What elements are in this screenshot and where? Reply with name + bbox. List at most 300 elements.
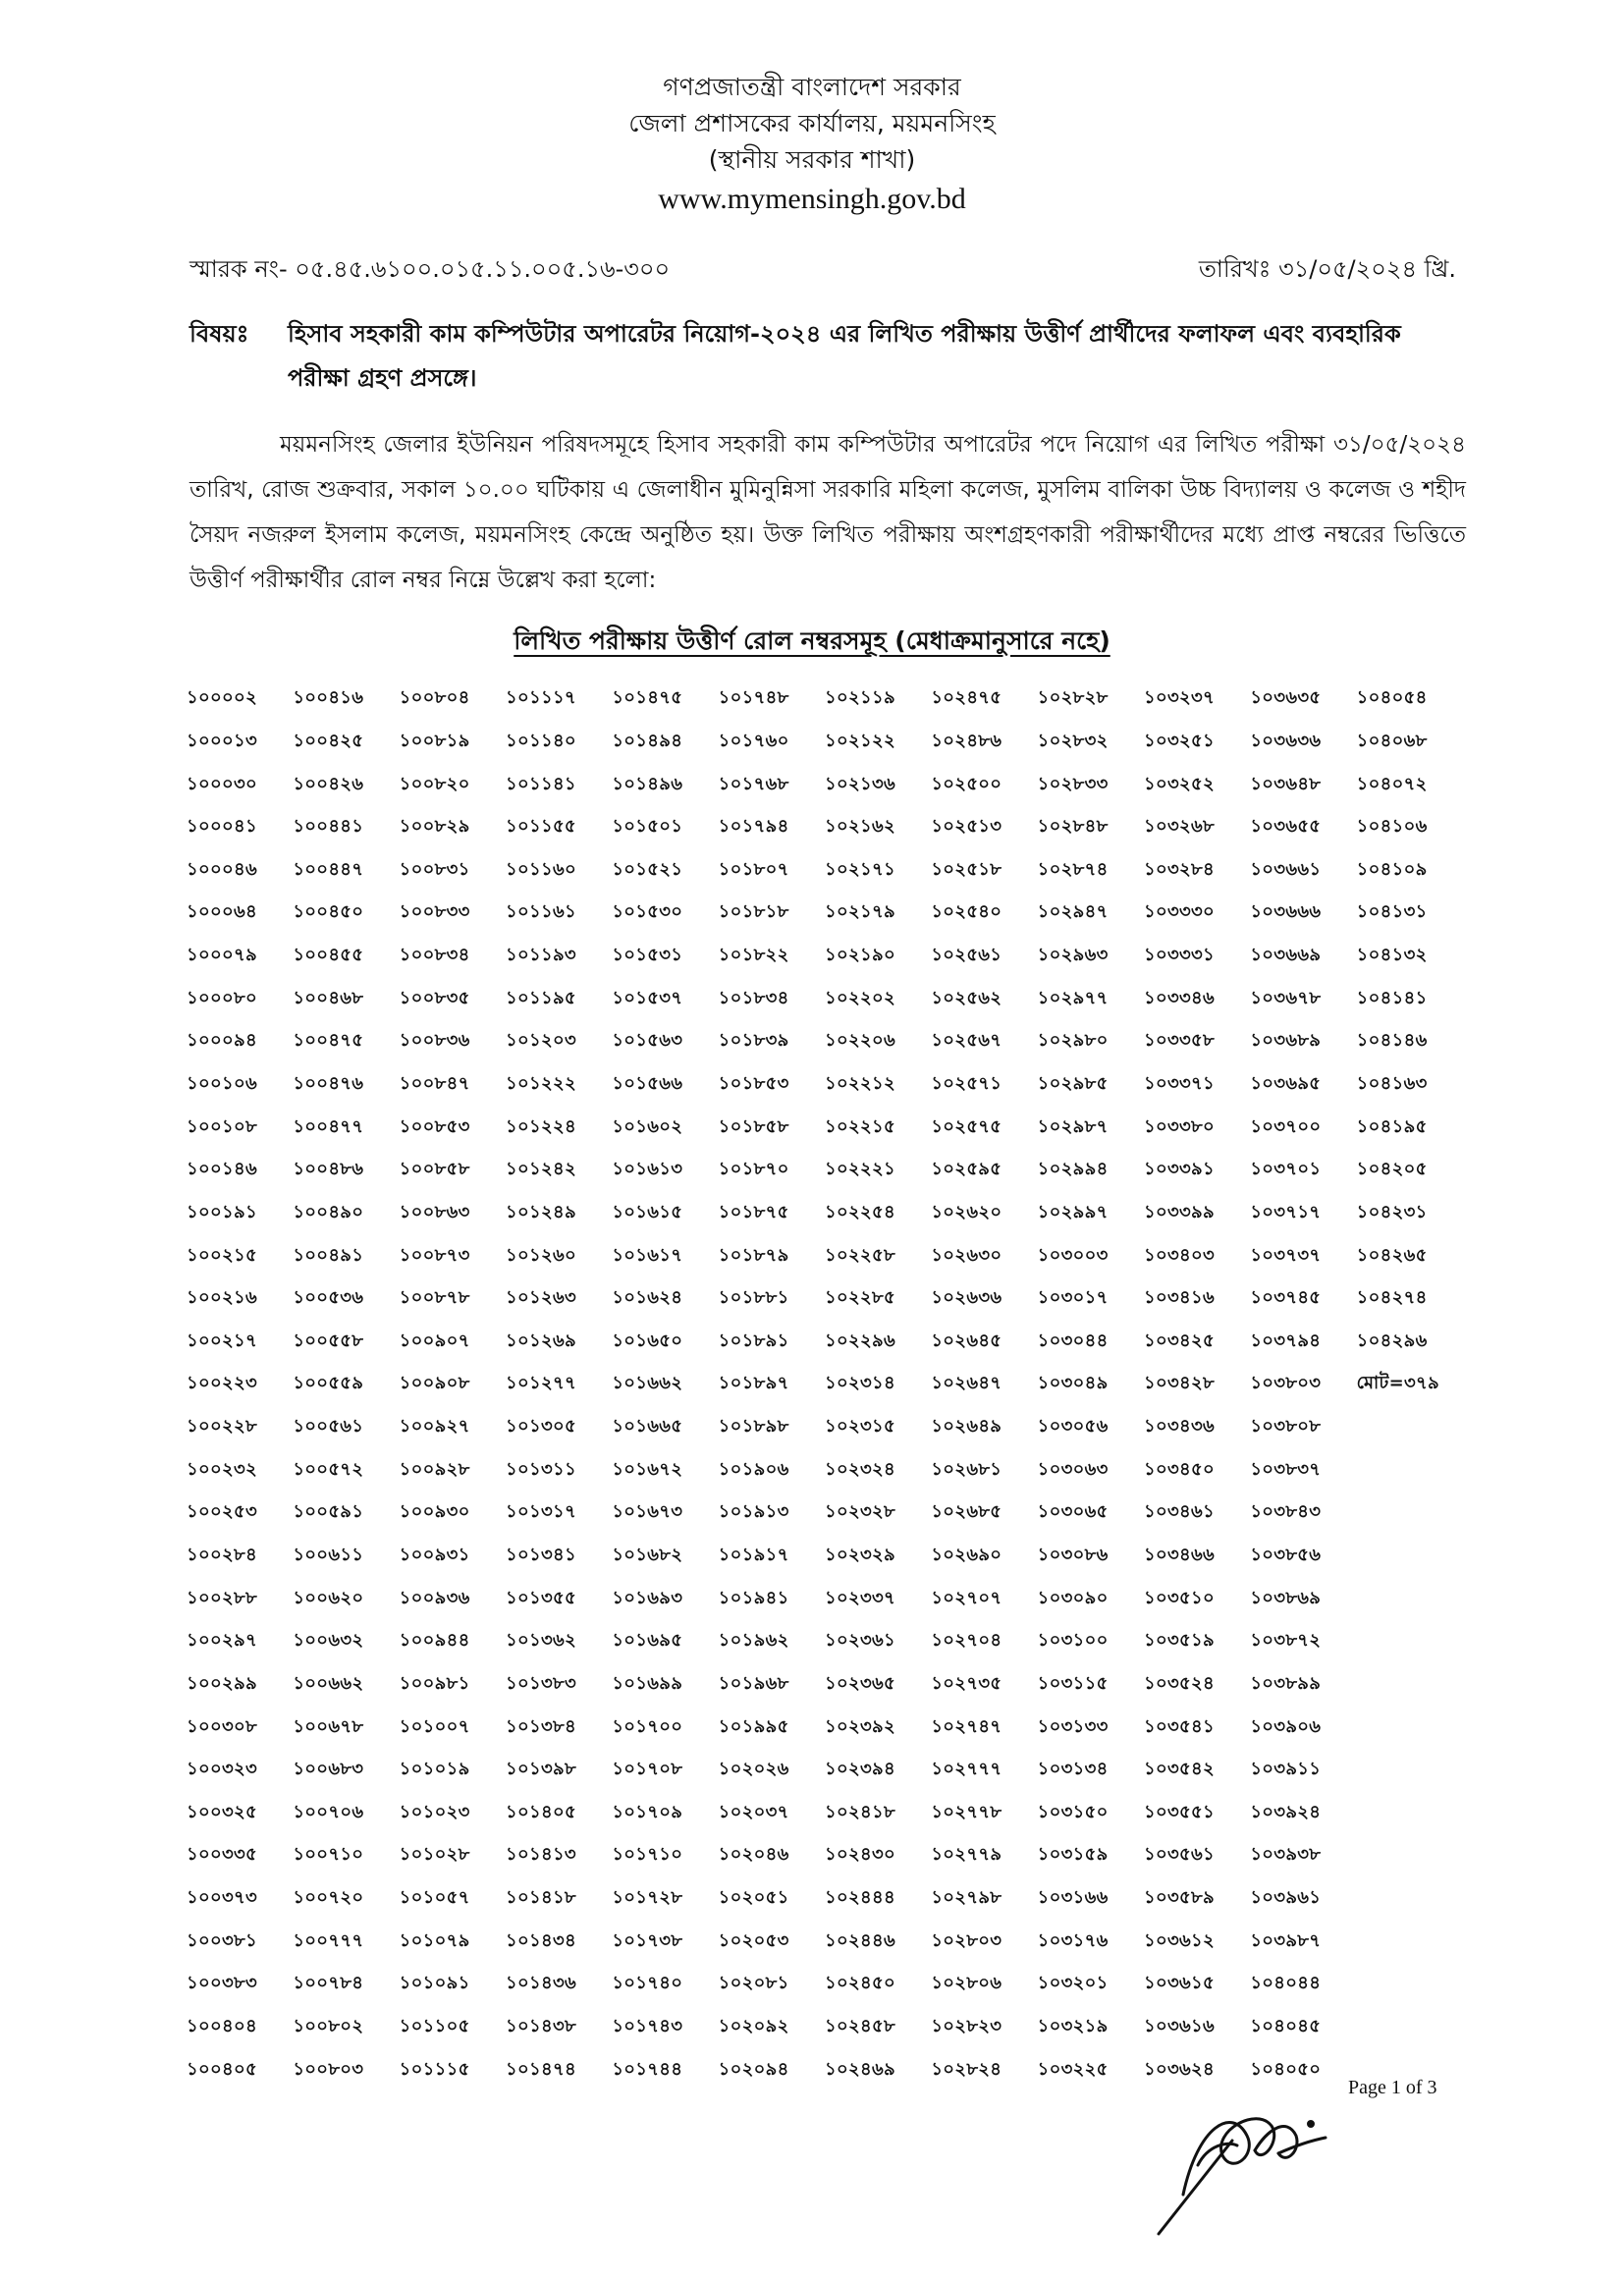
roll-number: ১০৩৮৯৯ bbox=[1250, 1672, 1322, 1694]
roll-number: ১০৩৩৫৮ bbox=[1144, 1030, 1215, 1052]
roll-number: ১০১৩৯৮ bbox=[506, 1759, 576, 1780]
roll-number: ১০২৯৮০ bbox=[1037, 1030, 1109, 1052]
roll-number: ১০২৪৩০ bbox=[825, 1844, 895, 1866]
roll-number: ১০২১৭৯ bbox=[825, 901, 895, 923]
roll-number: ১০৩৬৩৬ bbox=[1250, 730, 1322, 751]
roll-number: ১০৪১৪৬ bbox=[1356, 1030, 1428, 1052]
roll-number: ১০৩৬৮৯ bbox=[1250, 1030, 1322, 1052]
roll-number: ১০২০৫১ bbox=[718, 1887, 789, 1909]
roll-number: ১০২০২৬ bbox=[718, 1759, 789, 1780]
roll-number: ১০৩২৫২ bbox=[1144, 773, 1215, 794]
roll-number: ১০১৬৯৩ bbox=[612, 1587, 683, 1608]
roll-number: ১০১২৬০ bbox=[506, 1244, 576, 1266]
roll-number: ১০৪১৬৩ bbox=[1356, 1073, 1428, 1095]
roll-number: ১০০০৩০ bbox=[187, 773, 257, 794]
roll-number: ১০৩২৩৭ bbox=[1144, 687, 1215, 709]
roll-number: ১০১৪১৮ bbox=[506, 1887, 576, 1909]
roll-number: ১০১৩১১ bbox=[506, 1458, 576, 1480]
roll-number: ১০৪২৬৫ bbox=[1356, 1244, 1428, 1266]
roll-number: ১০০৮২৯ bbox=[399, 816, 470, 838]
roll-number: ১০০৫৭২ bbox=[293, 1458, 364, 1480]
subject-text: হিসাব সহকারী কাম কম্পিউটার অপারেটর নিয়োগ-২০২৪ এর লিখিত পরীক্ষায় উত্তীর্ণ প্রার্থীদের ফলাফল এবং ব্যবহারিক পরীক্ষা গ্রহণ প্রসঙ্গে। bbox=[288, 320, 1401, 392]
roll-number: ১০০৮৬৩ bbox=[399, 1201, 470, 1222]
roll-number: ১০০২৯৭ bbox=[187, 1630, 257, 1652]
roll-number: ১০০৩৮১ bbox=[187, 1929, 257, 1951]
government-name: গণপ্রজাতন্ত্রী বাংলাদেশ সরকার bbox=[663, 73, 961, 101]
roll-number: ১০২৭৪৭ bbox=[931, 1715, 1002, 1737]
roll-number: ১০১৫৩৭ bbox=[612, 987, 683, 1008]
roll-number: ১০২১২২ bbox=[825, 730, 895, 751]
roll-number: ১০২৮২৮ bbox=[1037, 687, 1109, 709]
roll-number: ১০০৪২৫ bbox=[293, 730, 364, 751]
roll-number: ১০১৬৭২ bbox=[612, 1458, 683, 1480]
roll-number: ১০১৮৩৪ bbox=[718, 987, 789, 1008]
roll-number: ১০৪২৯৬ bbox=[1356, 1330, 1428, 1351]
roll-number: ১০২৯৬৩ bbox=[1037, 945, 1109, 966]
roll-number: ১০১৫২১ bbox=[612, 858, 683, 880]
roll-number: ১০২৬৩০ bbox=[931, 1244, 1002, 1266]
roll-number: ১০২৫৭৫ bbox=[931, 1115, 1002, 1137]
roll-number: ১০০৯৩০ bbox=[399, 1501, 470, 1523]
roll-number: ১০০৯৮১ bbox=[399, 1672, 470, 1694]
roll-number: ১০৩৭১৭ bbox=[1250, 1201, 1322, 1222]
roll-number: ১০১৭৪৪ bbox=[612, 2058, 683, 2080]
roll-number: ১০২৫১৮ bbox=[931, 858, 1002, 880]
roll-number: ১০১১০৫ bbox=[399, 2016, 470, 2037]
roll-number: ১০২৭৭৭ bbox=[931, 1759, 1002, 1780]
roll-number: ১০২৭০৭ bbox=[931, 1587, 1002, 1608]
roll-number: ১০৩৯২৪ bbox=[1250, 1801, 1322, 1822]
roll-number: ১০৩৪২৮ bbox=[1144, 1373, 1215, 1394]
roll-number: ১০৩৫৮৯ bbox=[1144, 1887, 1215, 1909]
roll-number: ১০২২০৬ bbox=[825, 1030, 895, 1052]
roll-number: ১০৩৬৬১ bbox=[1250, 858, 1322, 880]
roll-number: ১০৩৬৪৮ bbox=[1250, 773, 1322, 794]
roll-number: ১০১৭৪০ bbox=[612, 1973, 683, 1994]
roll-number: ১০০৯৩৬ bbox=[399, 1587, 470, 1608]
roll-number: ১০১৮৯৮ bbox=[718, 1416, 789, 1438]
roll-number: ১০১৪৯৪ bbox=[612, 730, 683, 751]
roll-number: ১০২৬৩৬ bbox=[931, 1287, 1002, 1309]
roll-number: ১০০৬৮৩ bbox=[293, 1759, 364, 1780]
roll-number: ১০১০১৯ bbox=[399, 1759, 470, 1780]
roll-number: ১০২২০২ bbox=[825, 987, 895, 1008]
roll-number: ১০১৭৬০ bbox=[718, 730, 789, 751]
roll-number: ১০১৫৬৬ bbox=[612, 1073, 683, 1095]
roll-number: ১০০৪৫০ bbox=[293, 901, 364, 923]
roll-number: ১০৩৩৪৬ bbox=[1144, 987, 1215, 1008]
roll-number: ১০২৫৬৭ bbox=[931, 1030, 1002, 1052]
roll-number: ১০২৪৬৯ bbox=[825, 2058, 895, 2080]
roll-number: ১০১৮৭০ bbox=[718, 1159, 789, 1180]
roll-number: ১০০৯০৭ bbox=[399, 1330, 470, 1351]
roll-number: ১০০৪৭৬ bbox=[293, 1073, 364, 1095]
roll-number: ১০১৮০৭ bbox=[718, 858, 789, 880]
memo-date: তারিখঃ ৩১/০৫/২০২৪ খ্রি. bbox=[1198, 255, 1456, 283]
roll-number: ১০৩১৩৪ bbox=[1037, 1759, 1109, 1780]
roll-number: ১০১৮৮১ bbox=[718, 1287, 789, 1309]
roll-number: ১০০২৮৪ bbox=[187, 1545, 257, 1566]
roll-number: ১০২৮২৪ bbox=[931, 2058, 1002, 2080]
roll-number: ১০৩৭৯৪ bbox=[1250, 1330, 1322, 1351]
roll-number: ১০২১৭১ bbox=[825, 858, 895, 880]
roll-number: ১০১৯১৩ bbox=[718, 1501, 789, 1523]
roll-number: ১০১৭৩৮ bbox=[612, 1929, 683, 1951]
roll-number: ১০১৮১৮ bbox=[718, 901, 789, 923]
roll-number: ১০১৫০১ bbox=[612, 816, 683, 838]
roll-number: ১০০৫৫৯ bbox=[293, 1373, 364, 1394]
roll-number: ১০৩২২৫ bbox=[1037, 2058, 1109, 2080]
roll-number: ১০০৬২০ bbox=[293, 1587, 364, 1608]
list-title-text: লিখিত পরীক্ষায় উত্তীর্ণ রোল নম্বরসমূহ (মেধাক্রমানুসারে নহে) bbox=[514, 626, 1110, 655]
roll-number: ১০২০৪৬ bbox=[718, 1844, 789, 1866]
roll-number: ১০২৮২৩ bbox=[931, 2016, 1002, 2037]
roll-number: ১০২২৫৮ bbox=[825, 1244, 895, 1266]
roll-number: ১০২৮০৩ bbox=[931, 1929, 1002, 1951]
roll-number: ১০১১৬১ bbox=[506, 901, 576, 923]
roll-number: ১০২৯৪৭ bbox=[1037, 901, 1109, 923]
roll-number: ১০০৭১০ bbox=[293, 1844, 364, 1866]
roll-number: ১০১১৪০ bbox=[506, 730, 576, 751]
roll-number: ১০৩৩৮০ bbox=[1144, 1115, 1215, 1137]
roll-number: ১০৪২৭৪ bbox=[1356, 1287, 1428, 1309]
roll-number: ১০১৮৯৭ bbox=[718, 1373, 789, 1394]
roll-number: ১০৩২৫১ bbox=[1144, 730, 1215, 751]
subject bbox=[189, 312, 1466, 401]
roll-number: ১০১৫৬৩ bbox=[612, 1030, 683, 1052]
roll-number: ১০৪২৩১ bbox=[1356, 1201, 1428, 1222]
roll-number: ১০০৮০৪ bbox=[399, 687, 470, 709]
roll-number: ১০৩১১৫ bbox=[1037, 1672, 1109, 1694]
roll-number: ১০১২২৪ bbox=[506, 1115, 576, 1137]
roll-number: ১০৩৪২৫ bbox=[1144, 1330, 1215, 1351]
roll-number: ১০২৮৪৮ bbox=[1037, 816, 1109, 838]
roll-number: ১০০৮৭৮ bbox=[399, 1287, 470, 1309]
roll-number: ১০১৯৬২ bbox=[718, 1630, 789, 1652]
roll-number: ১০২৩৬৫ bbox=[825, 1672, 895, 1694]
roll-number: ১০১২৪২ bbox=[506, 1159, 576, 1180]
roll-number: ১০৪১৩১ bbox=[1356, 901, 1428, 923]
roll-number: ১০৩৬১৫ bbox=[1144, 1973, 1215, 1994]
roll-number: ১০১৪০৫ bbox=[506, 1801, 576, 1822]
roll-number: ১০০২৩২ bbox=[187, 1458, 257, 1480]
roll-number: ১০২৩২৯ bbox=[825, 1545, 895, 1566]
roll-number: ১০০৪৯১ bbox=[293, 1244, 364, 1266]
roll-number: ১০২৯৭৭ bbox=[1037, 987, 1109, 1008]
roll-number: ১০৩৪৬১ bbox=[1144, 1501, 1215, 1523]
roll-number: ১০০৫৯১ bbox=[293, 1501, 364, 1523]
roll-number: ১০৩৪৬৬ bbox=[1144, 1545, 1215, 1566]
body-paragraph: ময়মনসিংহ জেলার ইউনিয়ন পরিষদসমূহে হিসাব সহকারী কাম কম্পিউটার অপারেটর পদে নিয়োগ এর লিখিত পরীক্ষা ৩১/০৫/২০২৪ তারিখ, রোজ শুক্রবার, সকাল ১০.০০ ঘটিকায় এ জেলাধীন মুমিনুন্নিসা সরকারি মহিলা কলেজ, মুসলিম বালিকা উচ্চ বিদ্যালয় ও কলেজ ও শহীদ সৈয়দ নজরুল ইসলাম কলেজ, ময়মনসিংহ কেন্দ্রে অনুষ্ঠিত হয়। উক্ত লিখিত পরীক্ষায় অংশগ্রহণকারী পরীক্ষার্থীদের মধ্যে প্রাপ্ত নম্বরের ভিত্তিতে উত্তীর্ণ পরীক্ষার্থীর রোল নম্বর নিম্নে উল্লেখ করা হলো: bbox=[189, 432, 1466, 593]
roll-number: ১০১৮৫৮ bbox=[718, 1115, 789, 1137]
roll-number: ১০৩৮৩৭ bbox=[1250, 1458, 1322, 1480]
roll-number: ১০৩০৪৯ bbox=[1037, 1373, 1109, 1394]
roll-number: ১০১৫৩১ bbox=[612, 945, 683, 966]
roll-number: ১০১৪৩৬ bbox=[506, 1973, 576, 1994]
roll-number: ১০২৪৭৫ bbox=[931, 687, 1002, 709]
roll-number: ১০২৩২৪ bbox=[825, 1458, 895, 1480]
page-number: Page 1 of 3 bbox=[1348, 2077, 1437, 2098]
roll-number: ১০২২২১ bbox=[825, 1159, 895, 1180]
roll-number: ১০২৬৮১ bbox=[931, 1458, 1002, 1480]
roll-number: ১০২৩২৮ bbox=[825, 1501, 895, 1523]
roll-number: ১০২১৯০ bbox=[825, 945, 895, 966]
roll-number: ১০০০০২ bbox=[187, 687, 257, 709]
roll-number: ১০৩৭০০ bbox=[1250, 1115, 1322, 1137]
roll-number: ১০৩০০৩ bbox=[1037, 1244, 1109, 1266]
roll-number: ১০৩৫২৪ bbox=[1144, 1672, 1215, 1694]
roll-number: ১০৩৪৩৬ bbox=[1144, 1416, 1215, 1438]
roll-number: ১০১৭০০ bbox=[612, 1715, 683, 1737]
roll-number: ১০২৪৮৬ bbox=[931, 730, 1002, 751]
roll-number: ১০৪২০৫ bbox=[1356, 1159, 1428, 1180]
roll-number: ১০২২৫৪ bbox=[825, 1201, 895, 1222]
roll-number: ১০২৫৬১ bbox=[931, 945, 1002, 966]
roll-number: ১০০৫৩৬ bbox=[293, 1287, 364, 1309]
total-count: মোট=৩৭৯ bbox=[1356, 1373, 1439, 1394]
roll-number: ১০১৯০৬ bbox=[718, 1458, 789, 1480]
roll-number: ১০২৪৪৬ bbox=[825, 1929, 895, 1951]
roll-number: ১০২০৫৩ bbox=[718, 1929, 789, 1951]
roll-number: ১০২৪৫৮ bbox=[825, 2016, 895, 2037]
roll-number: ১০৩৭৩৭ bbox=[1250, 1244, 1322, 1266]
roll-number: ১০৩৬২৪ bbox=[1144, 2058, 1215, 2080]
roll-number: ১০১৮২২ bbox=[718, 945, 789, 966]
roll-number: ১০২৭৩৫ bbox=[931, 1672, 1002, 1694]
roll-number: ১০৩১৫৯ bbox=[1037, 1844, 1109, 1866]
roll-number: ১০৩১৬৬ bbox=[1037, 1887, 1109, 1909]
roll-number: ১০৩৮৭২ bbox=[1250, 1630, 1322, 1652]
roll-number: ১০১৫৩০ bbox=[612, 901, 683, 923]
roll-number: ১০০৮৪৭ bbox=[399, 1073, 470, 1095]
roll-number: ১০১২০৩ bbox=[506, 1030, 576, 1052]
roll-number: ১০১০২৩ bbox=[399, 1801, 470, 1822]
roll-number: ১০১৪১৩ bbox=[506, 1844, 576, 1866]
roll-number: ১০৩৩৯১ bbox=[1144, 1159, 1215, 1180]
roll-number: ১০১৭৪৮ bbox=[718, 687, 789, 709]
roll-number: ১০০৮০২ bbox=[293, 2016, 364, 2037]
roll-number: ১০১১৯৫ bbox=[506, 987, 576, 1008]
roll-number: ১০১৬১৫ bbox=[612, 1201, 683, 1222]
roll-number: ১০০৮৩১ bbox=[399, 858, 470, 880]
roll-number: ১০১৩৬২ bbox=[506, 1630, 576, 1652]
roll-number: ১০৪০৭২ bbox=[1356, 773, 1428, 794]
roll-number: ১০০৪৯০ bbox=[293, 1201, 364, 1222]
roll-number: ১০৩৯০৬ bbox=[1250, 1715, 1322, 1737]
roll-number: ১০৪১০৯ bbox=[1356, 858, 1428, 880]
roll-number: ১০৩৮০৩ bbox=[1250, 1373, 1322, 1394]
roll-number: ১০০৮০৩ bbox=[293, 2058, 364, 2080]
roll-number: ১০১৮৫৩ bbox=[718, 1073, 789, 1095]
roll-number: ১০৩৬৩৫ bbox=[1250, 687, 1322, 709]
roll-number: ১০১৬৮২ bbox=[612, 1545, 683, 1566]
roll-number: ১০০৯২৭ bbox=[399, 1416, 470, 1438]
roll-number: ১০১৬৭৩ bbox=[612, 1501, 683, 1523]
roll-number: ১০২১৬২ bbox=[825, 816, 895, 838]
roll-number: ১০২৩৯৪ bbox=[825, 1759, 895, 1780]
roll-number: ১০০৬৬২ bbox=[293, 1672, 364, 1694]
roll-number: ১০২৮০৬ bbox=[931, 1973, 1002, 1994]
roll-number: ১০২৫১৩ bbox=[931, 816, 1002, 838]
roll-number: ১০১৮৭৯ bbox=[718, 1244, 789, 1266]
roll-number: ১০০৩২৫ bbox=[187, 1801, 257, 1822]
roll-number: ১০৩১৫০ bbox=[1037, 1801, 1109, 1822]
roll-number: ১০২৫৯৫ bbox=[931, 1159, 1002, 1180]
signature-image bbox=[1139, 2047, 1365, 2244]
roll-number: ১০৩৫১৯ bbox=[1144, 1630, 1215, 1652]
roll-number: ১০১১৯৩ bbox=[506, 945, 576, 966]
roll-number: ১০১৬০২ bbox=[612, 1115, 683, 1137]
roll-number: ১০০৪৬৮ bbox=[293, 987, 364, 1008]
website-address: www.mymensingh.gov.bd bbox=[658, 183, 966, 215]
roll-number: ১০৩৫৪১ bbox=[1144, 1715, 1215, 1737]
roll-number: ১০১৬৬২ bbox=[612, 1373, 683, 1394]
roll-number: ১০০৮৫৮ bbox=[399, 1159, 470, 1180]
roll-number: ১০৪১৪১ bbox=[1356, 987, 1428, 1008]
roll-number: ১০৩২৮৪ bbox=[1144, 858, 1215, 880]
roll-number: ১০৩৬৬৬ bbox=[1250, 901, 1322, 923]
roll-number: ১০০৪৭৭ bbox=[293, 1115, 364, 1137]
roll-number: ১০১৪৭৪ bbox=[506, 2058, 576, 2080]
roll-number: ১০০৭৮৪ bbox=[293, 1973, 364, 1994]
roll-number: ১০০৭৭৭ bbox=[293, 1929, 364, 1951]
roll-number: ১০৪০৪৪ bbox=[1250, 1973, 1322, 1994]
roll-number: ১০৩৩৯৯ bbox=[1144, 1201, 1215, 1222]
roll-number: ১০৩৫১০ bbox=[1144, 1587, 1215, 1608]
roll-number: ১০০০৪১ bbox=[187, 816, 257, 838]
roll-number: ১০০০৯৪ bbox=[187, 1030, 257, 1052]
roll-number: ১০০৬১১ bbox=[293, 1545, 364, 1566]
roll-number: ১০১৬৯৯ bbox=[612, 1672, 683, 1694]
roll-number: ১০১৮৯১ bbox=[718, 1330, 789, 1351]
roll-number: ১০০০১৩ bbox=[187, 730, 257, 751]
roll-number: ১০২২১২ bbox=[825, 1073, 895, 1095]
letterhead bbox=[0, 69, 1624, 219]
roll-number: ১০০০৪৬ bbox=[187, 858, 257, 880]
roll-number: ১০২০৮১ bbox=[718, 1973, 789, 1994]
roll-number: ১০২৭৭৯ bbox=[931, 1844, 1002, 1866]
roll-number: ১০০৫৬১ bbox=[293, 1416, 364, 1438]
subject-label: বিষয়ঃ bbox=[189, 320, 249, 348]
roll-number: ১০৩৬৬৯ bbox=[1250, 945, 1322, 966]
roll-number: ১০০৮৩৪ bbox=[399, 945, 470, 966]
roll-number: ১০১৪৭৫ bbox=[612, 687, 683, 709]
roll-number: ১০০৩৭৩ bbox=[187, 1887, 257, 1909]
roll-number: ১০২৫৭১ bbox=[931, 1073, 1002, 1095]
roll-number: ১০২২১৫ bbox=[825, 1115, 895, 1137]
roll-number: ১০০২৯৯ bbox=[187, 1672, 257, 1694]
roll-number: ১০২৩১৫ bbox=[825, 1416, 895, 1438]
roll-number: ১০৩৩৩০ bbox=[1144, 901, 1215, 923]
roll-number: ১০১০৯১ bbox=[399, 1973, 470, 1994]
roll-number: ১০১০০৭ bbox=[399, 1715, 470, 1737]
roll-number: ১০০৪২৬ bbox=[293, 773, 364, 794]
roll-number: ১০১৭০৯ bbox=[612, 1801, 683, 1822]
roll-number: ১০২৯৯৪ bbox=[1037, 1159, 1109, 1180]
roll-number: ১০৩৪১৬ bbox=[1144, 1287, 1215, 1309]
roll-number: ১০২১১৯ bbox=[825, 687, 895, 709]
roll-number: ১০৩১০০ bbox=[1037, 1630, 1109, 1652]
roll-number: ১০০৮৭৩ bbox=[399, 1244, 470, 1266]
roll-number: ১০০৩৩৫ bbox=[187, 1844, 257, 1866]
roll-number: ১০২৩৬১ bbox=[825, 1630, 895, 1652]
roll-number: ১০১২৪৯ bbox=[506, 1201, 576, 1222]
roll-number: ১০২৩১৪ bbox=[825, 1373, 895, 1394]
roll-number: ১০০৪৫৫ bbox=[293, 945, 364, 966]
roll-number: ১০০২২৮ bbox=[187, 1416, 257, 1438]
roll-number: ১০৪১০৬ bbox=[1356, 816, 1428, 838]
roll-number: ১০৪০৪৫ bbox=[1250, 2016, 1322, 2037]
roll-number: ১০০৬৭৮ bbox=[293, 1715, 364, 1737]
roll-number: ১০১১৫৫ bbox=[506, 816, 576, 838]
roll-number: ১০১১৪১ bbox=[506, 773, 576, 794]
roll-number: ১০০২৮৮ bbox=[187, 1587, 257, 1608]
roll-number: ১০১৭৯৪ bbox=[718, 816, 789, 838]
roll-number: ১০২৫৪০ bbox=[931, 901, 1002, 923]
roll-number: ১০২০৩৭ bbox=[718, 1801, 789, 1822]
roll-number: ১০৩০৬৩ bbox=[1037, 1458, 1109, 1480]
roll-number: ১০০১৯১ bbox=[187, 1201, 257, 1222]
roll-number: ১০২৫৬২ bbox=[931, 987, 1002, 1008]
office-name: জেলা প্রশাসকের কার্যালয়, ময়মনসিংহ bbox=[628, 109, 996, 137]
roll-number: ১০০২৫৩ bbox=[187, 1501, 257, 1523]
roll-number: ১০২৭৯৮ bbox=[931, 1887, 1002, 1909]
branch-name: (স্থানীয় সরকার শাখা) bbox=[708, 145, 916, 174]
roll-number: ১০৩৪০৩ bbox=[1144, 1244, 1215, 1266]
roll-number: ১০২৯৮৫ bbox=[1037, 1073, 1109, 1095]
roll-number: ১০১১৬০ bbox=[506, 858, 576, 880]
roll-number: ১০২৬২০ bbox=[931, 1201, 1002, 1222]
roll-number: ১০০৩৮৩ bbox=[187, 1973, 257, 1994]
roll-number: ১০২৪৫০ bbox=[825, 1973, 895, 1994]
roll-number: ১০০১৪৬ bbox=[187, 1159, 257, 1180]
roll-number: ১০১৬১৭ bbox=[612, 1244, 683, 1266]
roll-number: ১০০২২৩ bbox=[187, 1373, 257, 1394]
roll-number: ১০০২১৭ bbox=[187, 1330, 257, 1351]
roll-number: ১০০০৮০ bbox=[187, 987, 257, 1008]
roll-number: ১০২৭০৪ bbox=[931, 1630, 1002, 1652]
roll-number: ১০৩৬৯৫ bbox=[1250, 1073, 1322, 1095]
roll-number: ১০৩০১৭ bbox=[1037, 1287, 1109, 1309]
roll-number: ১০০৪৮৬ bbox=[293, 1159, 364, 1180]
roll-number: ১০২৪১৮ bbox=[825, 1801, 895, 1822]
roll-number: ১০২৬৪৫ bbox=[931, 1330, 1002, 1351]
roll-number: ১০২২৯৬ bbox=[825, 1330, 895, 1351]
roll-number: ১০৩০৫৬ bbox=[1037, 1416, 1109, 1438]
roll-number: ১০০৯৪৪ bbox=[399, 1630, 470, 1652]
roll-number: ১০৪১৯৫ bbox=[1356, 1115, 1428, 1137]
roll-number: ১০৩৮০৮ bbox=[1250, 1416, 1322, 1438]
roll-number: ১০৩২০১ bbox=[1037, 1973, 1109, 1994]
roll-number: ১০২১৩৬ bbox=[825, 773, 895, 794]
roll-number: ১০৩২১৯ bbox=[1037, 2016, 1109, 2037]
roll-number: ১০২৮৭৪ bbox=[1037, 858, 1109, 880]
roll-number: ১০১৯৬৮ bbox=[718, 1672, 789, 1694]
roll-number: ১০১৩০৫ bbox=[506, 1416, 576, 1438]
roll-number: ১০৩২৬৮ bbox=[1144, 816, 1215, 838]
roll-number: ১০১৩৪১ bbox=[506, 1545, 576, 1566]
roll-number: ১০৩৫৬১ bbox=[1144, 1844, 1215, 1866]
roll-number: ১০২৪৪৪ bbox=[825, 1887, 895, 1909]
roll-number: ১০০৭০৬ bbox=[293, 1801, 364, 1822]
roll-number: ১০৩৯১১ bbox=[1250, 1759, 1322, 1780]
roll-number: ১০১২৭৭ bbox=[506, 1373, 576, 1394]
roll-number: ১০১০৫৭ bbox=[399, 1887, 470, 1909]
roll-number: ১০২২৮৫ bbox=[825, 1287, 895, 1309]
roll-number: ১০১৭৪৩ bbox=[612, 2016, 683, 2037]
roll-number: ১০৩০৬৫ bbox=[1037, 1501, 1109, 1523]
roll-number: ১০৩৯৩৮ bbox=[1250, 1844, 1322, 1866]
